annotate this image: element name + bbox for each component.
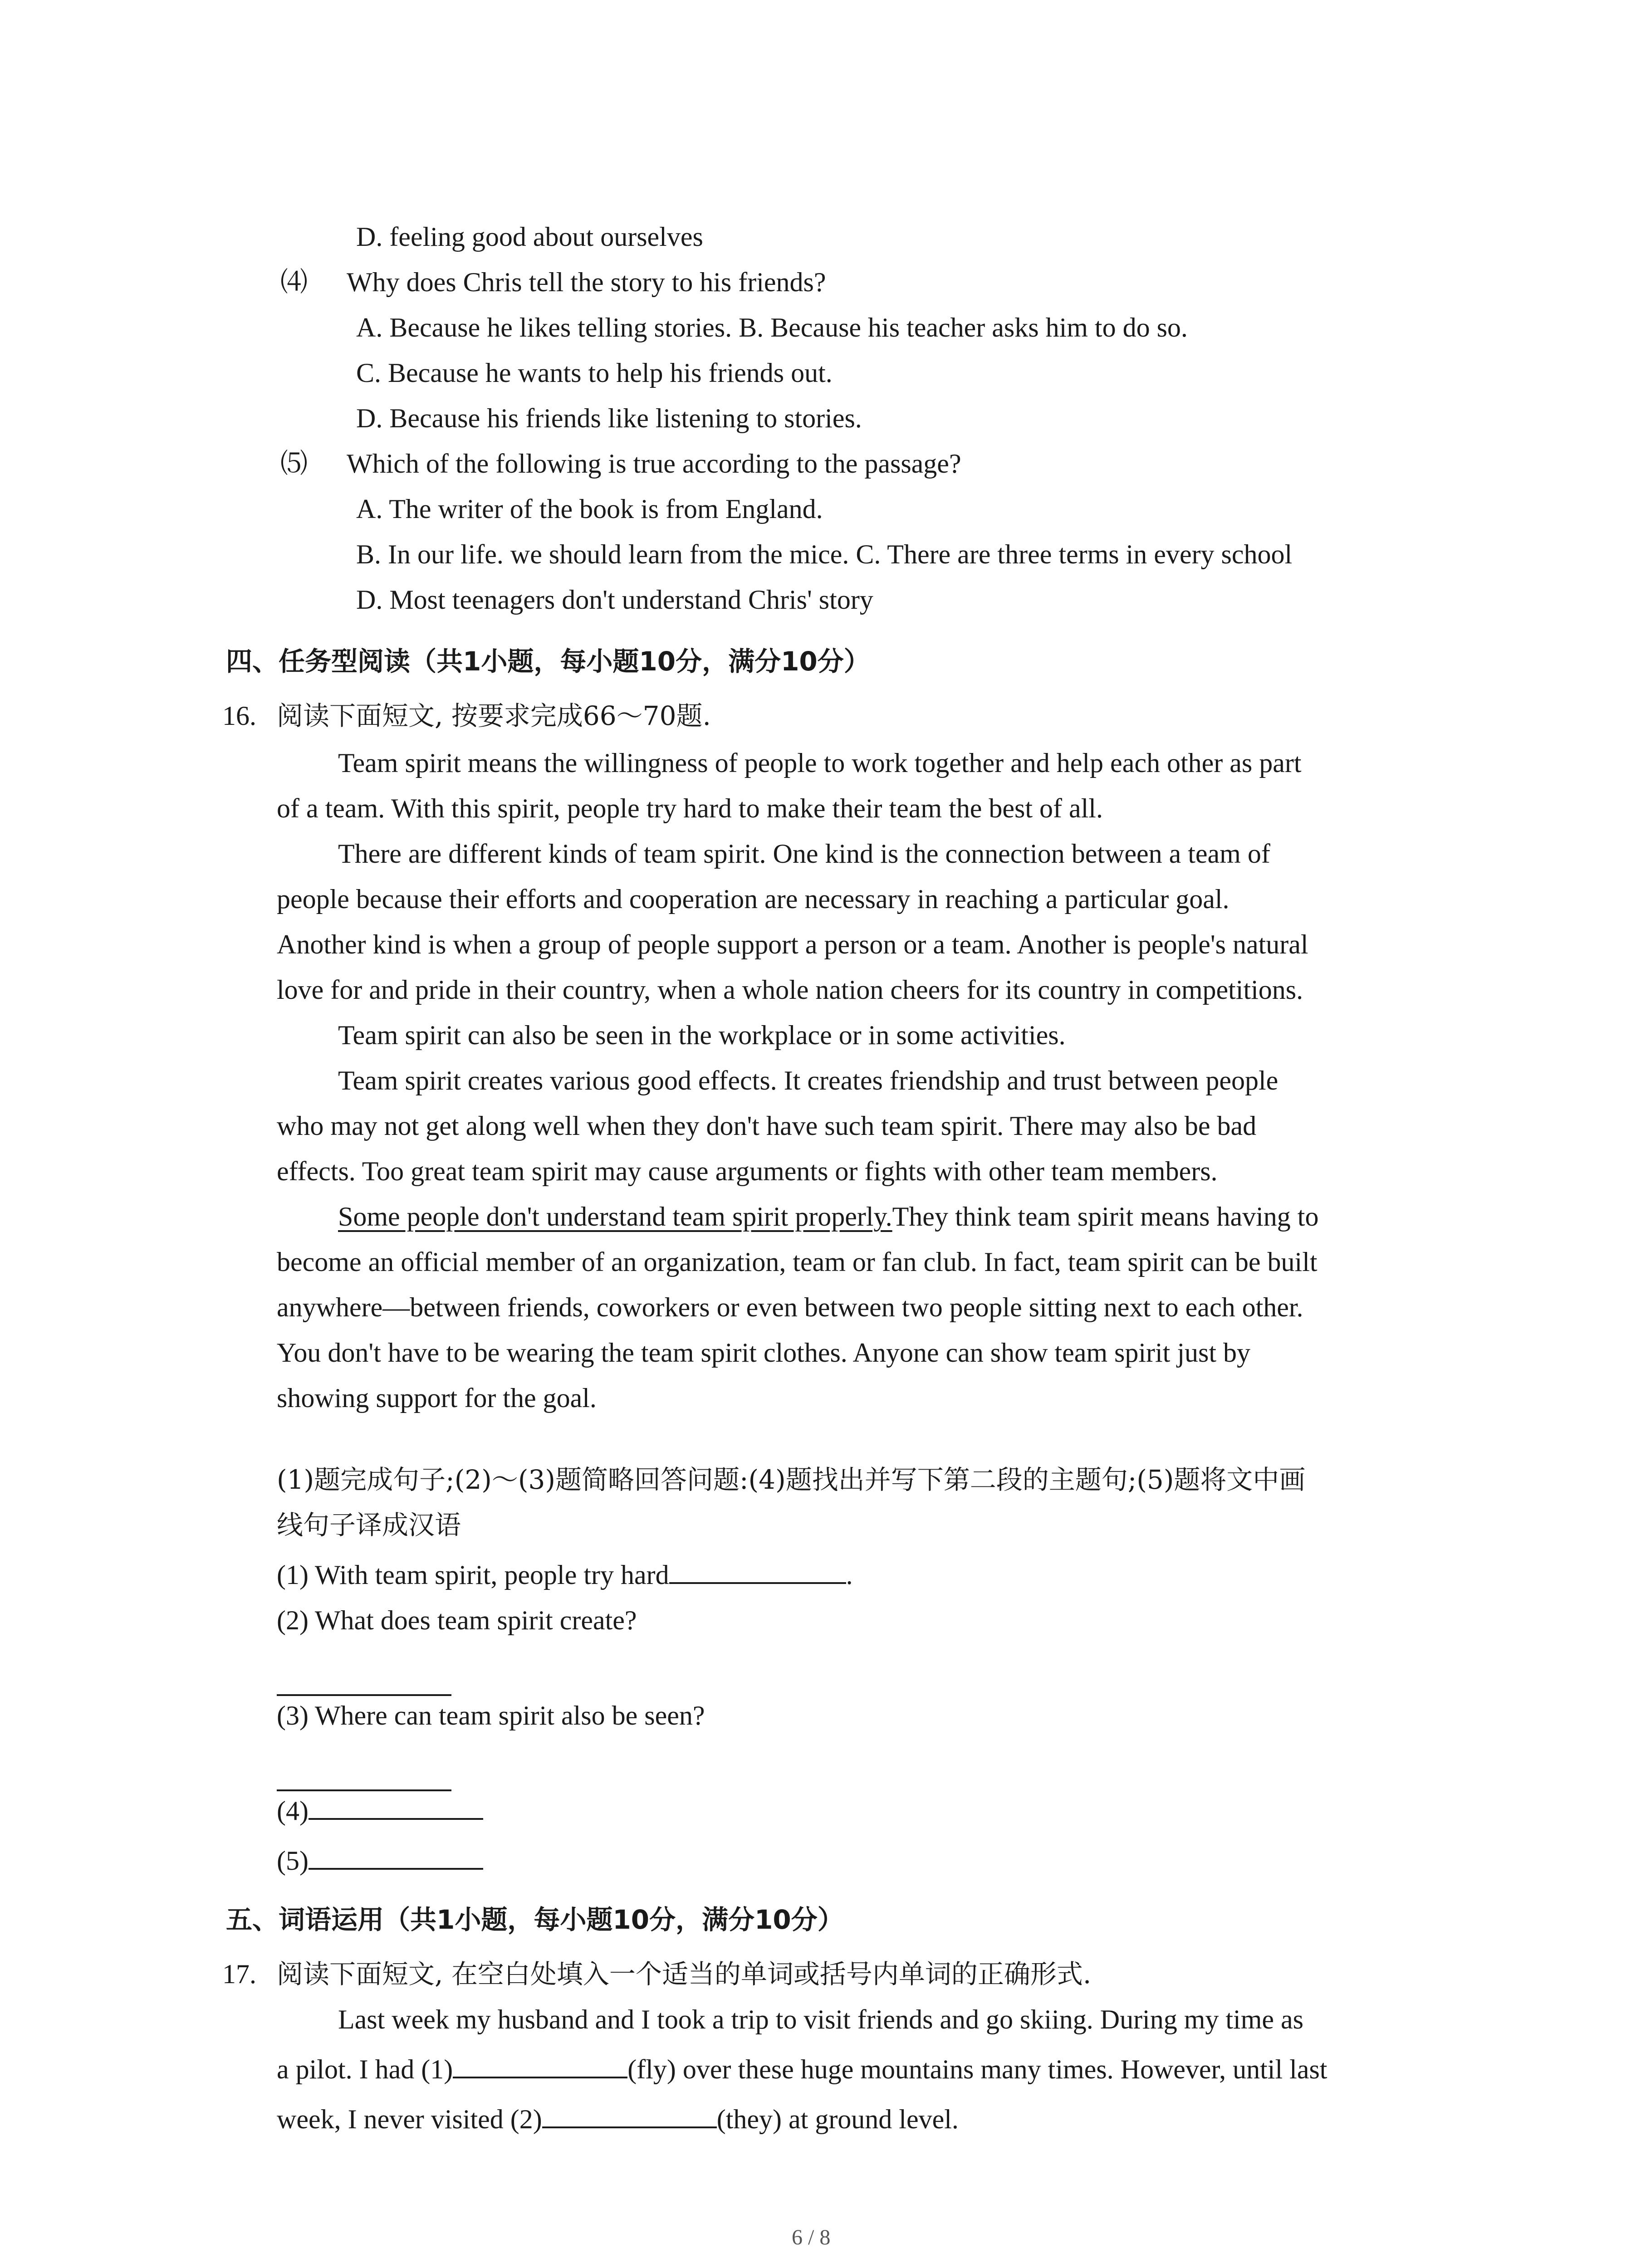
section4-heading: 四、任务型阅读（共1小题，每小题10分，满分10分）	[226, 646, 870, 677]
task-1-answer-blank[interactable]	[669, 1557, 846, 1584]
q17-passage-line: Last week my husband and I took a trip to visit friends and go skiing. During my time as	[338, 2004, 1304, 2034]
task-3: (3) Where can team spirit also be seen?	[277, 1701, 705, 1730]
page-number: 6 / 8	[792, 2225, 831, 2249]
q17-passage-line	[277, 2051, 1327, 2087]
passage-line: Team spirit can also be seen in the workplace or in some activities.	[338, 1020, 1066, 1050]
q15-5-number: ⑸	[280, 449, 308, 479]
underlined-sentence: Some people don't understand team spirit properly.	[338, 1202, 892, 1232]
q15-5-options-bc: B. In our life. we should learn from the mice. C. There are three terms in every school	[356, 539, 1293, 569]
passage-line: become an official member of an organization, team or fan club. In fact, team spirit can be built	[277, 1247, 1318, 1277]
passage-line: of a team. With this spirit, people try hard to make their team the best of all.	[277, 793, 1103, 823]
q17-text: (they) at ground level.	[716, 2104, 959, 2134]
passage-line: Another kind is when a group of people support a person or a team. Another is people's natural	[277, 929, 1308, 959]
q17-text: (fly) over these huge mountains many times. However, until last	[627, 2054, 1327, 2084]
task-5-label: (5)	[277, 1846, 309, 1876]
passage-line: anywhere—between friends, coworkers or even between two people sitting next to each other.	[277, 1292, 1303, 1322]
q17-passage-line	[277, 2101, 959, 2137]
passage-line: effects. Too great team spirit may cause arguments or fights with other team members.	[277, 1156, 1218, 1186]
passage-line: showing support for the goal.	[277, 1383, 597, 1413]
section5-heading: 五、词语运用（共1小题，每小题10分，满分10分）	[226, 1904, 844, 1935]
task-5	[277, 1843, 483, 1879]
q15-5-option-d: D. Most teenagers don't understand Chris' story	[356, 585, 873, 615]
passage-line: who may not get along well when they don't have such team spirit. There may also be bad	[277, 1111, 1257, 1141]
q15-4-option-c: C. Because he wants to help his friends out.	[356, 358, 833, 388]
task-instruction: (1)题完成句子;(2)～(3)题简略回答问题:(4)题找出并写下第二段的主题句;(5)题将文中画	[277, 1464, 1306, 1495]
after-underline-text: They think team spirit means having to	[892, 1202, 1319, 1232]
q17-number: 17.	[222, 1959, 256, 1989]
passage-line: There are different kinds of team spirit. One kind is the connection between a team of	[338, 839, 1270, 869]
q17-instruction: 阅读下面短文, 在空白处填入一个适当的单词或括号内单词的正确形式.	[277, 1959, 1092, 1989]
q15-4-option-d: D. Because his friends like listening to stories.	[356, 403, 862, 433]
q16-instruction: 阅读下面短文, 按要求完成66～70题.	[277, 700, 711, 731]
q15-5-stem: Which of the following is true according to the passage?	[347, 449, 961, 479]
passage-line: people because their efforts and cooperation are necessary in reaching a particular goal.	[277, 884, 1230, 914]
task-2: (2) What does team spirit create?	[277, 1605, 637, 1635]
task-4	[277, 1793, 483, 1829]
task-1	[277, 1557, 853, 1593]
task-instruction-cont: 线句子译成汉语	[277, 1510, 461, 1540]
task-4-answer-blank[interactable]	[309, 1793, 483, 1820]
q17-text: a pilot. I had (1)	[277, 2054, 453, 2084]
q17-blank-1[interactable]	[453, 2051, 627, 2078]
q15-5-option-a: A. The writer of the book is from England.	[356, 494, 823, 524]
passage-line-underlined	[338, 1198, 1318, 1235]
q17-blank-2[interactable]	[542, 2101, 717, 2128]
passage-line: Team spirit means the willingness of people to work together and help each other as part	[338, 748, 1302, 778]
q15-4-number: ⑷	[280, 267, 308, 297]
task-3-answer-blank[interactable]	[277, 1789, 451, 1791]
q16-number: 16.	[222, 701, 256, 731]
q15-3-option-d: D. feeling good about ourselves	[356, 222, 703, 252]
passage-line: You don't have to be wearing the team spirit clothes. Anyone can show team spirit just by	[277, 1338, 1251, 1368]
task-1-end: .	[846, 1560, 853, 1590]
passage-line: Team spirit creates various good effects. It creates friendship and trust between people	[338, 1066, 1279, 1095]
task-4-label: (4)	[277, 1796, 309, 1826]
q17-text: week, I never visited (2)	[277, 2104, 542, 2134]
task-1-text: (1) With team spirit, people try hard	[277, 1560, 669, 1590]
task-2-answer-blank[interactable]	[277, 1694, 451, 1696]
q15-4-stem: Why does Chris tell the story to his friends?	[347, 267, 826, 297]
passage-line: love for and pride in their country, when a whole nation cheers for its country in competitions.	[277, 975, 1303, 1005]
task-5-answer-blank[interactable]	[309, 1843, 483, 1870]
q15-4-options-ab: A. Because he likes telling stories. B. Because his teacher asks him to do so.	[356, 313, 1188, 342]
